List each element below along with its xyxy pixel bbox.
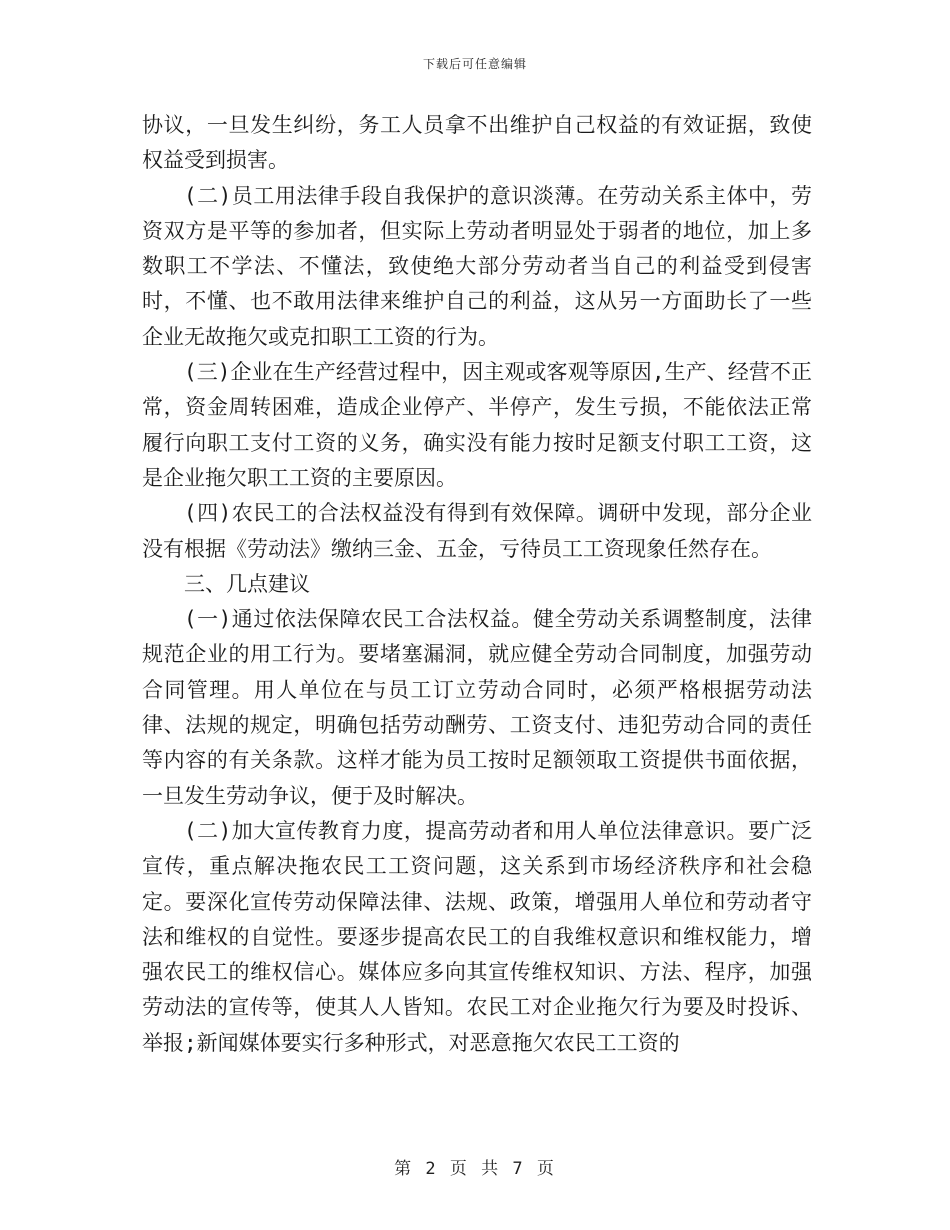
section-heading: 三、几点建议	[184, 571, 310, 596]
paragraph: (三)企业在生产经营过程中，因主观或客观等原因,生产、经营不正常，资金周转困难，造成企业停产、半停产，发生亏损，不能依法正常履行向职工支付工资的义务，确实没有能力按时足额支付职工工资，这是企业拖欠职工工资的主要原因。	[142, 360, 812, 490]
page-number: 第 2 页 共 7 页	[394, 1159, 556, 1179]
paragraph: (二)加大宣传教育力度，提高劳动者和用人单位法律意识。要广泛宣传，重点解决拖农民工工资问题，这关系到市场经济秩序和社会稳定。要深化宣传劳动保障法律、法规、政策，增强用人单位和劳动者守法和维权的自觉性。要逐步提高农民工的自我维权意识和维权能力，增强农民工的维权信心。媒体应多向其宣传维权知识、方法、程序，加强劳动法的宣传等，使其人人皆知。农民工对企业拖欠行为要及时投诉、举报;新闻媒体要实行多种形式，对恶意拖欠农民工工资的	[142, 818, 812, 1055]
document-body	[142, 108, 812, 1061]
paragraph: (四)农民工的合法权益没有得到有效保障。调研中发现，部分企业没有根据《劳动法》缴纳三金、五金，亏待员工工资现象任然存在。	[142, 501, 812, 561]
paragraph: (一)通过依法保障农民工合法权益。健全劳动关系调整制度，法律规范企业的用工行为。要堵塞漏洞，就应健全劳动合同制度，加强劳动合同管理。用人单位在与员工订立劳动合同时，必须严格根据劳动法律、法规的规定，明确包括劳动酬劳、工资支付、违犯劳动合同的责任等内容的有关条款。这样才能为员工按时足额领取工资提供书面依据，一旦发生劳动争议，便于及时解决。	[142, 607, 812, 808]
page-header: 下载后可任意编辑	[422, 57, 527, 71]
paragraph: (二)员工用法律手段自我保护的意识淡薄。在劳动关系主体中，劳资双方是平等的参加者，但实际上劳动者明显处于弱者的地位，加上多数职工不学法、不懂法，致使绝大部分劳动者当自己的利益受到侵害时，不懂、也不敢用法律来维护自己的利益，这从另一方面助长了一些企业无故拖欠或克扣职工工资的行为。	[142, 183, 812, 349]
paragraph: 协议，一旦发生纠纷，务工人员拿不出维护自己权益的有效证据，致使权益受到损害。	[142, 113, 812, 173]
